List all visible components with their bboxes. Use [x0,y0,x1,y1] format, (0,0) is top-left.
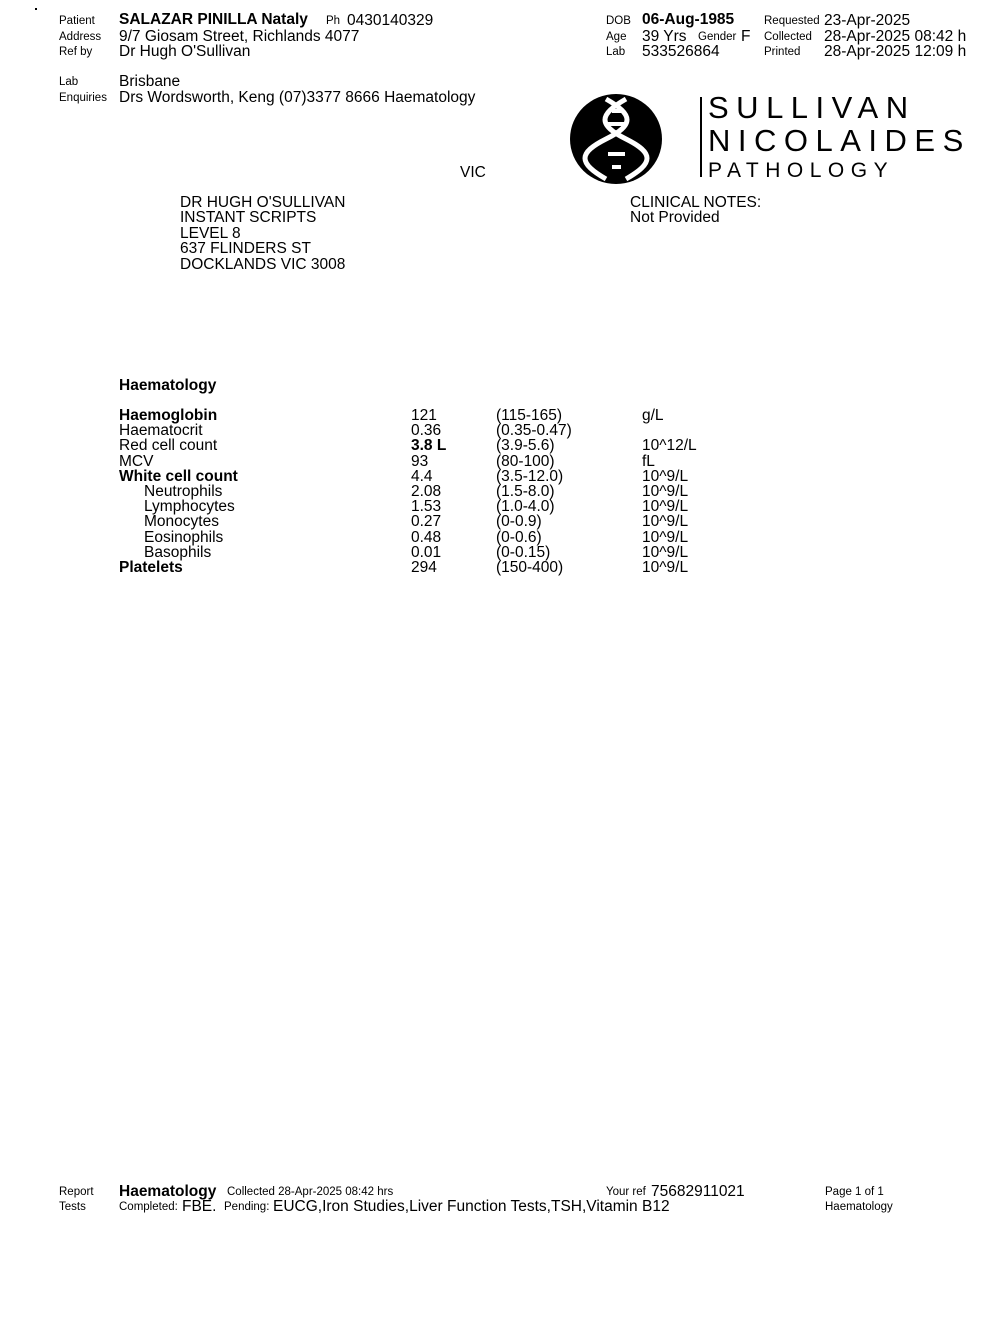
result-value: 0.48 [411,528,442,546]
result-value: 0.36 [411,422,442,440]
result-unit: 10^9/L [642,498,689,516]
refby-label: Ref by [59,46,93,58]
clinical-notes-label: CLINICAL NOTES: [630,194,762,211]
result-name: MCV [119,452,154,470]
result-name: White cell count [119,467,238,485]
result-value: 294 [411,559,437,576]
completed-tests: FBE. [182,1198,217,1215]
logo-line-1: SULLIVAN [708,90,916,125]
result-range: (3.9-5.6) [496,437,555,455]
result-range: (3.5-12.0) [496,467,564,485]
result-unit: fL [642,452,655,470]
logo-line-3: PATHOLOGY [708,159,895,182]
lab-label: Lab [59,76,79,88]
result-name: Platelets [119,559,183,576]
patient-address: 9/7 Giosam Street, Richlands 4077 [119,28,360,45]
age-label: Age [606,31,627,43]
dna-helix-icon [568,93,664,185]
referring-doctor: Dr Hugh O'Sullivan [119,43,251,60]
result-range: (150-400) [496,559,564,576]
collected-label: Collected [764,31,812,43]
result-value: 2.08 [411,483,442,500]
result-range: (0-0.6) [496,528,542,546]
result-unit: 10^9/L [642,467,689,485]
gender-label: Gender [698,31,737,43]
lab-location: Brisbane [119,73,181,90]
phone-label: Ph [326,15,341,27]
result-range: (0-0.9) [496,513,542,531]
result-unit: 10^9/L [642,559,689,576]
printed-date: 28-Apr-2025 12:09 h [824,43,967,60]
result-value: 3.8 L [411,437,447,455]
dob-label: DOB [606,15,631,27]
result-unit: g/L [642,407,664,424]
section-title: Haematology [119,377,217,394]
result-range: (115-165) [496,407,563,424]
recipient-line: INSTANT SCRIPTS [180,209,317,227]
patient-gender: F [741,28,751,45]
pending-label: Pending: [224,1201,270,1213]
result-name: Red cell count [119,437,218,455]
patient-label: Patient [59,15,95,27]
patient-age: 39 Yrs [642,28,687,45]
result-unit: 10^9/L [642,513,689,531]
result-value: 121 [411,407,437,424]
recipient-line: DR HUGH O'SULLIVAN [180,194,346,211]
tests-label: Tests [59,1201,86,1213]
recipient-address [180,195,345,272]
result-value: 1.53 [411,498,442,516]
date-of-birth: 06-Aug-1985 [642,11,735,28]
completed-label: Completed: [119,1201,178,1213]
footer-department: Haematology [825,1201,893,1213]
result-range: (1.5-8.0) [496,483,555,500]
enquiries-label: Enquiries [59,92,107,104]
recipient-line: 637 FLINDERS ST [180,240,311,258]
result-range: (0.35-0.47) [496,422,572,440]
footer-collected: Collected 28-Apr-2025 08:42 hrs [227,1186,394,1198]
result-name: Lymphocytes [144,498,235,516]
result-name: Monocytes [144,513,219,531]
patient-name: SALAZAR PINILLA Nataly [119,11,308,28]
labno-label: Lab [606,46,626,58]
recipient-line: DOCKLANDS VIC 3008 [180,255,346,273]
result-unit: 10^9/L [642,543,689,561]
printed-label: Printed [764,46,801,58]
yourref-label: Your ref [606,1186,646,1198]
footer-report-title: Haematology [119,1183,217,1200]
lab-number: 533526864 [642,43,720,60]
requested-label: Requested [764,15,820,27]
your-reference: 75682911021 [651,1183,745,1200]
result-value: 0.01 [411,543,442,561]
collected-date: 28-Apr-2025 08:42 h [824,28,967,45]
result-unit: 10^12/L [642,437,697,455]
clinical-notes-value: Not Provided [630,209,720,227]
enquiries-contact: Drs Wordsworth, Keng (07)3377 8666 Haematology [119,89,476,106]
result-range: (80-100) [496,452,555,470]
pending-tests: EUCG,Iron Studies,Liver Function Tests,TSH,Vitamin B12 [273,1198,670,1215]
result-unit: 10^9/L [642,483,689,500]
address-label: Address [59,31,102,43]
result-value: 0.27 [411,513,442,531]
clinical-notes [630,195,761,226]
state-code: VIC [460,164,486,181]
result-value: 93 [411,452,429,470]
result-name: Haematocrit [119,422,203,440]
logo-divider [700,97,702,177]
patient-phone: 0430140329 [347,12,434,29]
logo-line-2: NICOLAIDES [708,123,971,158]
result-range: (0-0.15) [496,543,551,561]
recipient-line: LEVEL 8 [180,224,241,242]
result-name: Haemoglobin [119,407,218,424]
report-label: Report [59,1186,94,1198]
requested-date: 23-Apr-2025 [824,12,911,29]
result-range: (1.0-4.0) [496,498,555,516]
result-name: Neutrophils [144,483,223,500]
result-name: Eosinophils [144,528,224,546]
result-unit: 10^9/L [642,528,689,546]
page-number: Page 1 of 1 [825,1186,884,1198]
result-name: Basophils [144,543,212,561]
result-value: 4.4 [411,467,433,485]
page-mark [35,8,37,10]
